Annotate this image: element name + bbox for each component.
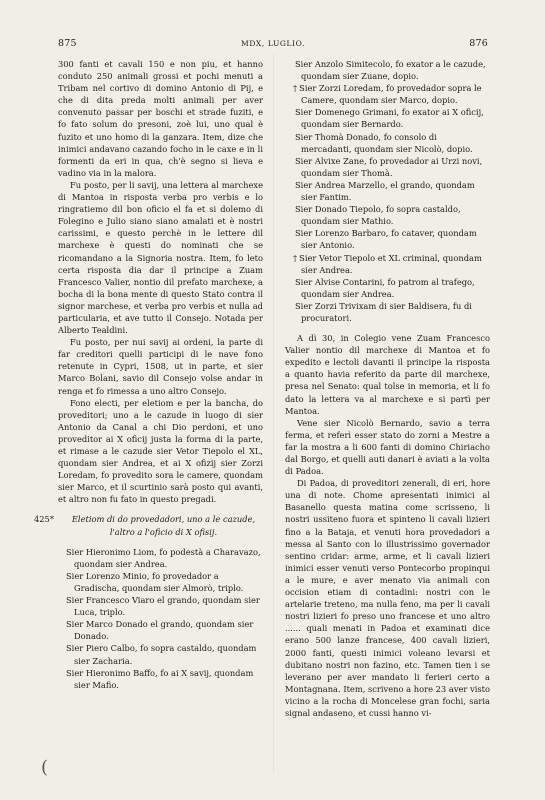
candidate-entry: [58, 618, 263, 642]
heading-line: l'altro a l'oficio di X ofisij.: [109, 526, 218, 537]
candidate-text: Sier Donado Tiepolo, fo sopra castaldo, quondam sier Mathio.: [295, 204, 461, 227]
candidate-text: Sier Thomà Donado, fo consolo di mercadanti, quondam sier Nicolò, dopio.: [295, 131, 473, 154]
candidate-entry: [58, 642, 263, 666]
spacer: [285, 324, 490, 332]
candidate-entry: [285, 58, 490, 82]
candidate-text: Sier Hieronimo Baffo, fo ai X savij, quondam sier Mafio.: [66, 667, 254, 690]
paragraph: Fu posto, per li savij, una lettera al marchexe di Mantoa in risposta verba pro verbis e lo ringratiemo dil bon oficio el fa et si dolemo di Folegino e Julio siano siano amalati et è nostri carissimi, e questo perchè in le lettere dil marchexe è questi do nominati che se ricomandano a la Signoria nostra. Item, fo leto certa risposta dia dar il principe a Zuam Francesco Valier, nontio dil prefato marchexe, a bocha di la bona mente di questo Stato contra il signor marchese, et verba pro verbis et nulla ad particularia, et ave tutto il Consejo. Notada per Alberto Tealdini.: [58, 179, 263, 336]
candidate-text: Sier Alvise Contarini, fo patrom al trafego, quondam sier Andrea.: [295, 276, 475, 299]
paragraph: Di Padoa, di proveditori zenerali, di eri, hore una di note. Chome apresentati inimici al Basanello questa matina come scrisseno, li nostri ussiteno fuora et spinteno li cavali lizieri fino a la Bataja, et venuti hora provedadori a messa al Santo con lo illustrissimo governador sentino cridar: arme, arme, et li cavali lizieri inimici esser venuti verso Pontecorbo propinqui a le mure, e aver menato via animali con occision etiam di contadini: nostri con le artelarie treteno, ma nulla feno, ma per li cavali nostri lizieri fo preso uno francese et uno altro ...... quali menati in Padoa et examinati dice erano 500 lanze francese, 400 cavali lizieri, 2000 fanti, questi inimici voleano levarsi et dubitano nostri non fazino, etc. Tamen tien i se leverano per aver mandato li ferieri certo a Montagnana. Item, scriveno a hore 23 aver visto vicino a la rocha di Moncelese gran fochi, saria signal andaseno, et cussi hanno vi-: [285, 478, 490, 718]
margin-bracket-mark: (: [41, 757, 49, 778]
candidate-entry: [58, 570, 263, 594]
paragraph: Fu posto, per nui savij ai ordeni, la parte di far creditori quelli participi di le nave fono retenute in Cypri, 1508, ut in parte, et sier Marco Bolani, savio dil Consejo volse andar in renga et fo rimessa a uno altro Consejo.: [58, 337, 263, 396]
column-gutter: [273, 54, 274, 774]
paragraph: A dì 30, in Colegio vene Zuam Francesco Valier nontio dil marchexe di Mantoa et fo expedito e lectoli davanti il principe la risposta a quanto havia referito da parte dil marchexe, presa nel Senato: qual tolse in memoria, et li fo dato la lettera va al marchexe e si partì per Mantoa.: [285, 333, 490, 416]
candidate-text: Sier Lorenzo Minio, fo provedador a Gradischa, quondam sier Almorò, triplo.: [66, 570, 244, 593]
heading-line: Eletiom di do provedadori, uno a le cazude,: [71, 514, 256, 525]
paragraph: Fono electi, per eletiom e per la bancha, do proveditori; uno a le cazude in luogo di sier Antonio da Canal a chi Dio perdoni, et uno proveditor ai X oficij justa la forma di la parte, et rimase a le cazude sier Vetor Tiepolo el XL, quondam sier Andrea, et ai X ofizij sier Zorzi Loredam, fo provedito sora le camere, quondam sier Marco, et il scurtinio sarà posto qui avanti, et altro non fu fato in questo pregadi.: [58, 397, 263, 505]
candidate-entry: [285, 179, 490, 203]
candidate-entry: [58, 546, 263, 570]
page-header: [58, 38, 488, 52]
candidate-entry: [285, 227, 490, 251]
candidate-text: Sier Piero Calbo, fo sopra castaldo, quondam sier Zacharia.: [66, 643, 257, 666]
candidate-entry: [58, 667, 263, 691]
candidate-text: Sier Domenego Grimani, fo exator ai X oficij, quondam sier Bernardo.: [295, 107, 484, 130]
page-number-right: 876: [469, 38, 488, 49]
candidate-text: Sier Anzolo Simitecolo, fo exator a le cazude, quondam sier Zuane, dopio.: [295, 59, 486, 82]
left-column: [34, 58, 263, 691]
candidate-entry: [285, 276, 490, 300]
candidate-entry: [285, 155, 490, 179]
candidate-text: Sier Lorenzo Barbaro, fo cataver, quondam sier Antonio.: [295, 228, 477, 251]
right-column: [285, 58, 490, 719]
candidate-entry: [285, 203, 490, 227]
candidate-text: Sier Hieronimo Liom, fo podestà a Charavazo, quondam sier Andrea.: [66, 546, 261, 569]
candidate-text: Sier Vetor Tiepolo et XL criminal, quondam sier Andrea.: [299, 252, 482, 275]
paragraph: Vene sier Nicolò Bernardo, savio a terra ferma, et referì esser stato do zorni a Mestre a far la mostra a li 600 fanti di domino Chiriacho dal Borgo, et quelli auti danari è aviati a la volta di Padoa.: [285, 417, 490, 477]
candidate-entry: [285, 82, 490, 106]
running-title: MDX, LUGLIO.: [241, 39, 305, 48]
candidate-text: Sier Marco Donado el grando, quondam sier Donado.: [66, 619, 254, 642]
page-number-left: 875: [58, 38, 77, 49]
paragraph: 300 fanti et cavali 150 e non piu, et hanno conduto 250 animali grossi et pochi menuti a Tribam nel cortivo di domino Antonio di Pij, e che di dita preda molti animali per aver convenuto passar per boschi et strade fuziti, e fo fato solum do presoni, zoè lui, uno qual è fuzito et uno homo di la ganzara. Item, dize che inimici andavano cazando focho in le caxe e in li formenti da eri in qua, ch'è segno si lieva e vadino via in la malora.: [58, 59, 263, 178]
candidate-entry: [285, 300, 490, 324]
candidate-entry: [285, 106, 490, 130]
candidate-text: Sier Andrea Marzello, el grando, quondam sier Fantim.: [295, 179, 475, 203]
candidate-entry: [285, 131, 490, 155]
candidate-entry: [58, 594, 263, 618]
dagger-mark: †: [293, 252, 298, 263]
section-heading: [34, 513, 263, 537]
candidate-text: Sier Zorzi Trivixam di sier Baldisera, fu di procuratori.: [295, 300, 472, 323]
candidate-text: Sier Zorzi Loredam, fo provedador sopra le Camere, quondam sier Marco, dopio.: [299, 83, 482, 106]
candidate-text: Sier Alvixe Zane, fo provedador ai Urzi novi, quondam sier Thomà.: [295, 155, 483, 178]
candidate-text: Sier Francesco Viaro el grando, quondam sier Luca, triplo.: [66, 595, 260, 618]
marginal-number: 425*: [34, 514, 54, 525]
candidate-entry: [285, 252, 490, 276]
dagger-mark: †: [293, 83, 298, 94]
